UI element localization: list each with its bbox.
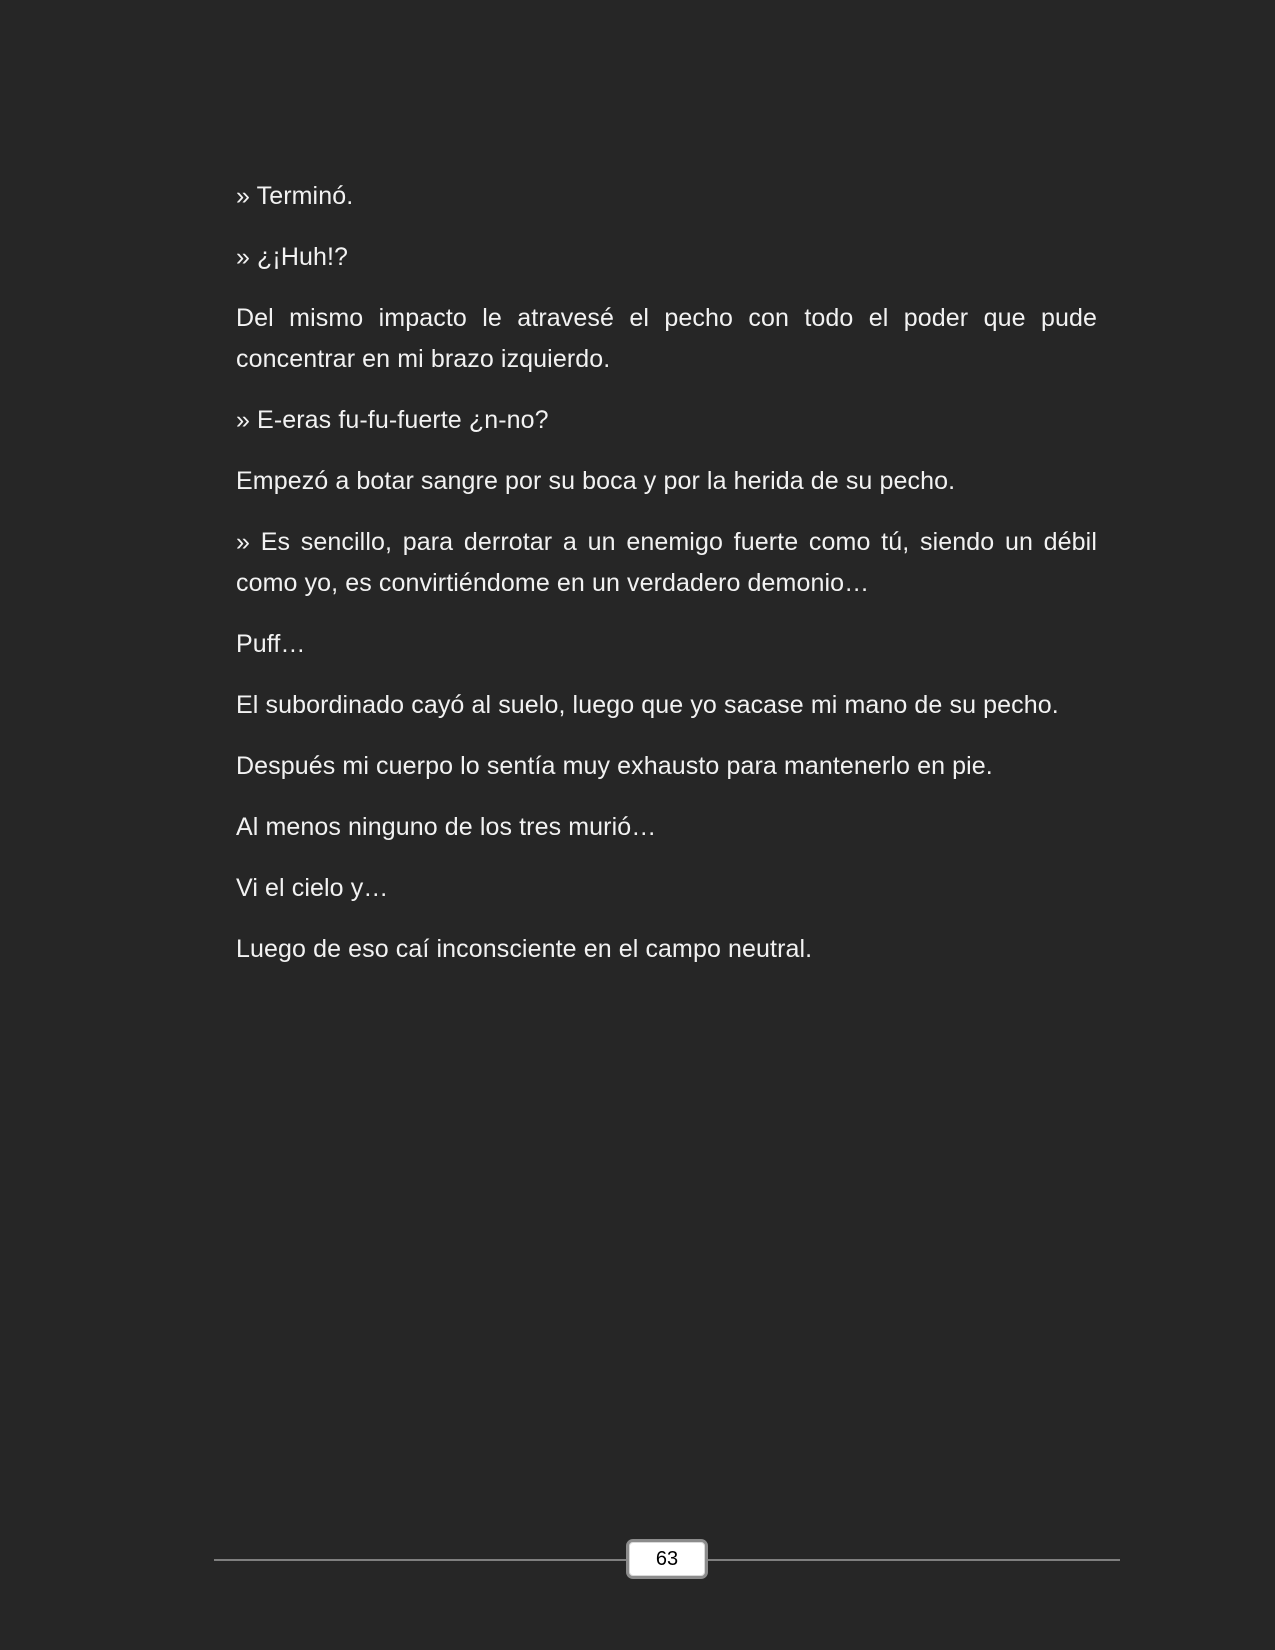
- paragraph: Después mi cuerpo lo sentía muy exhausto para mantenerlo en pie.: [236, 752, 993, 780]
- paragraph: Luego de eso caí inconsciente en el campo neutral.: [236, 935, 813, 963]
- paragraph: Del mismo impacto le atravesé el pecho con todo el poder que pude concentrar en mi brazo izquierdo.: [236, 304, 1097, 373]
- paragraph: El subordinado cayó al suelo, luego que yo sacase mi mano de su pecho.: [236, 691, 1059, 719]
- paragraph: Al menos ninguno de los tres murió…: [236, 813, 657, 841]
- paragraph: Empezó a botar sangre por su boca y por la herida de su pecho.: [236, 467, 956, 495]
- paragraph: » Es sencillo, para derrotar a un enemigo fuerte como tú, siendo un débil como yo, es convirtiéndome en un verdadero demonio…: [236, 528, 1097, 597]
- text-body: [236, 176, 1097, 990]
- paragraph: Vi el cielo y…: [236, 874, 389, 902]
- paragraph: » ¿¡Huh!?: [236, 243, 349, 271]
- page-number: 63: [626, 1539, 708, 1579]
- paragraph: Puff…: [236, 630, 306, 658]
- paragraph: » E-eras fu-fu-fuerte ¿n-no?: [236, 406, 549, 434]
- paragraph: » Terminó.: [236, 182, 354, 210]
